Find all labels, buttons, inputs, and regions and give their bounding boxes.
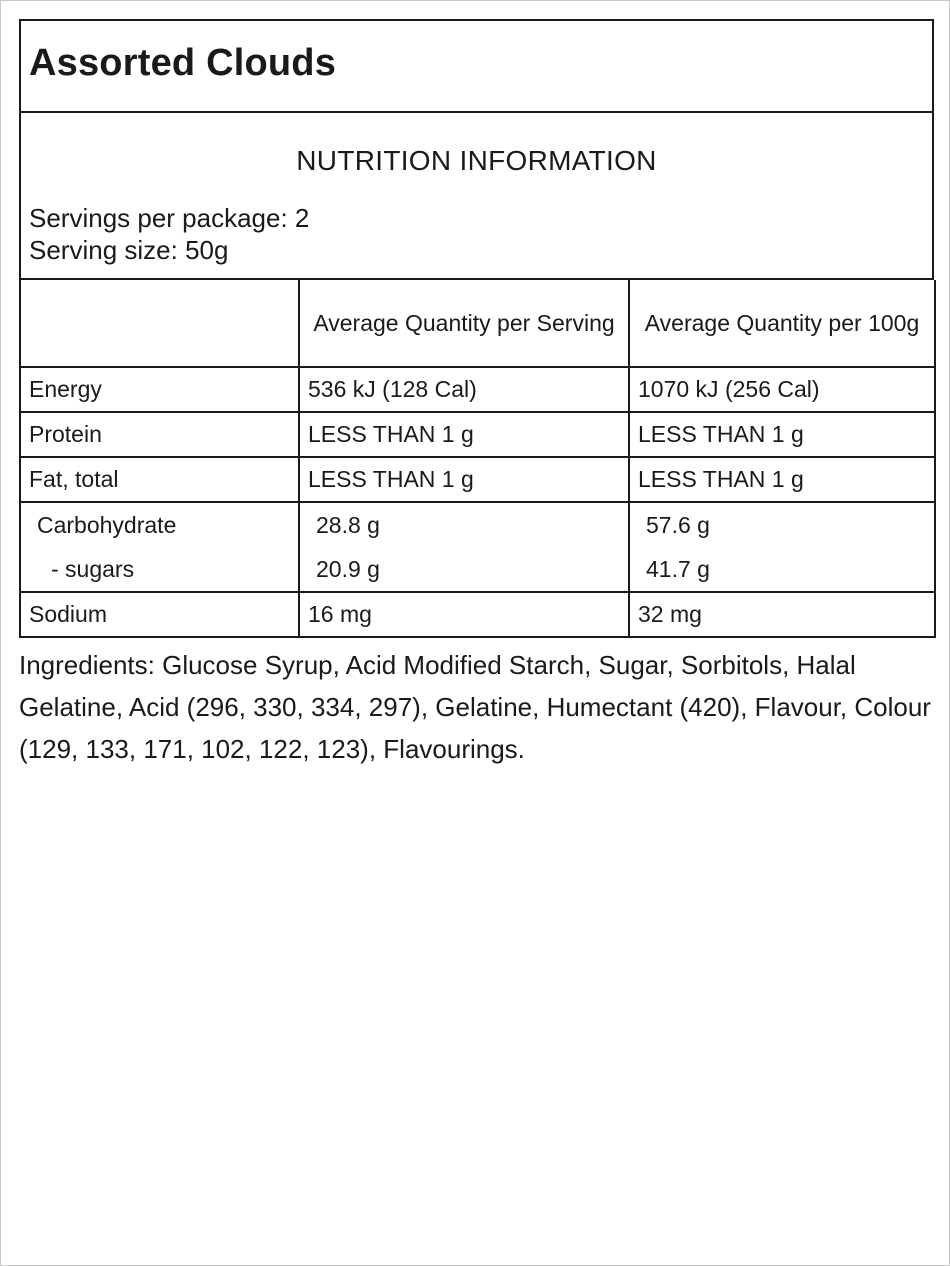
- per-100g-value: 32 mg: [629, 592, 935, 637]
- ingredients-text: Ingredients: Glucose Syrup, Acid Modified Starch, Sugar, Sorbitols, Halal Gelatine, Acid (296, 330, 334, 297), Gelatine, Humectant (420), Flavour, Colour (129, 133, 171, 102, 122, 123), Flavourings.: [19, 650, 931, 764]
- servings-per-package: Servings per package: 2: [29, 203, 310, 233]
- nutrition-table: [19, 280, 936, 638]
- nutrient-label: Energy: [20, 367, 299, 412]
- per-100g-value: LESS THAN 1 g: [629, 412, 935, 457]
- table-row-fat: [20, 457, 935, 502]
- per-100g-value: 1070 kJ (256 Cal): [629, 367, 935, 412]
- table-row-protein: [20, 412, 935, 457]
- title-box: [19, 19, 934, 113]
- column-header-per-100g: Average Quantity per 100g: [629, 280, 935, 367]
- table-header-row: [20, 280, 935, 367]
- per-100g-cell: [629, 502, 935, 592]
- per-100g-subvalue: 41.7 g: [646, 556, 710, 582]
- nutrition-heading: NUTRITION INFORMATION: [296, 145, 657, 176]
- nutrition-panel: [19, 19, 934, 638]
- per-serving-value: 16 mg: [299, 592, 629, 637]
- per-100g-value: 57.6 g: [646, 512, 710, 538]
- nutrient-label: Carbohydrate: [37, 512, 177, 538]
- nutrition-info-header: [19, 113, 934, 280]
- product-title: Assorted Clouds: [29, 41, 337, 84]
- per-serving-cell: [299, 502, 629, 592]
- column-header-nutrient: [20, 280, 299, 367]
- servings-info: [29, 202, 309, 266]
- table-row-carbohydrate: [20, 502, 935, 592]
- table-row-energy: [20, 367, 935, 412]
- table-row-sodium: [20, 592, 935, 637]
- nutrient-sublabel: - sugars: [51, 556, 135, 582]
- per-serving-value: LESS THAN 1 g: [299, 457, 629, 502]
- per-serving-value: LESS THAN 1 g: [299, 412, 629, 457]
- per-serving-value: 28.8 g: [316, 512, 380, 538]
- per-serving-value: 536 kJ (128 Cal): [299, 367, 629, 412]
- nutrient-label: Sodium: [20, 592, 299, 637]
- nutrient-label: Protein: [20, 412, 299, 457]
- per-100g-value: LESS THAN 1 g: [629, 457, 935, 502]
- serving-size: Serving size: 50g: [29, 235, 229, 265]
- nutrient-label-cell: [20, 502, 299, 592]
- column-header-per-serving: Average Quantity per Serving: [299, 280, 629, 367]
- nutrient-label: Fat, total: [20, 457, 299, 502]
- per-serving-subvalue: 20.9 g: [316, 556, 380, 582]
